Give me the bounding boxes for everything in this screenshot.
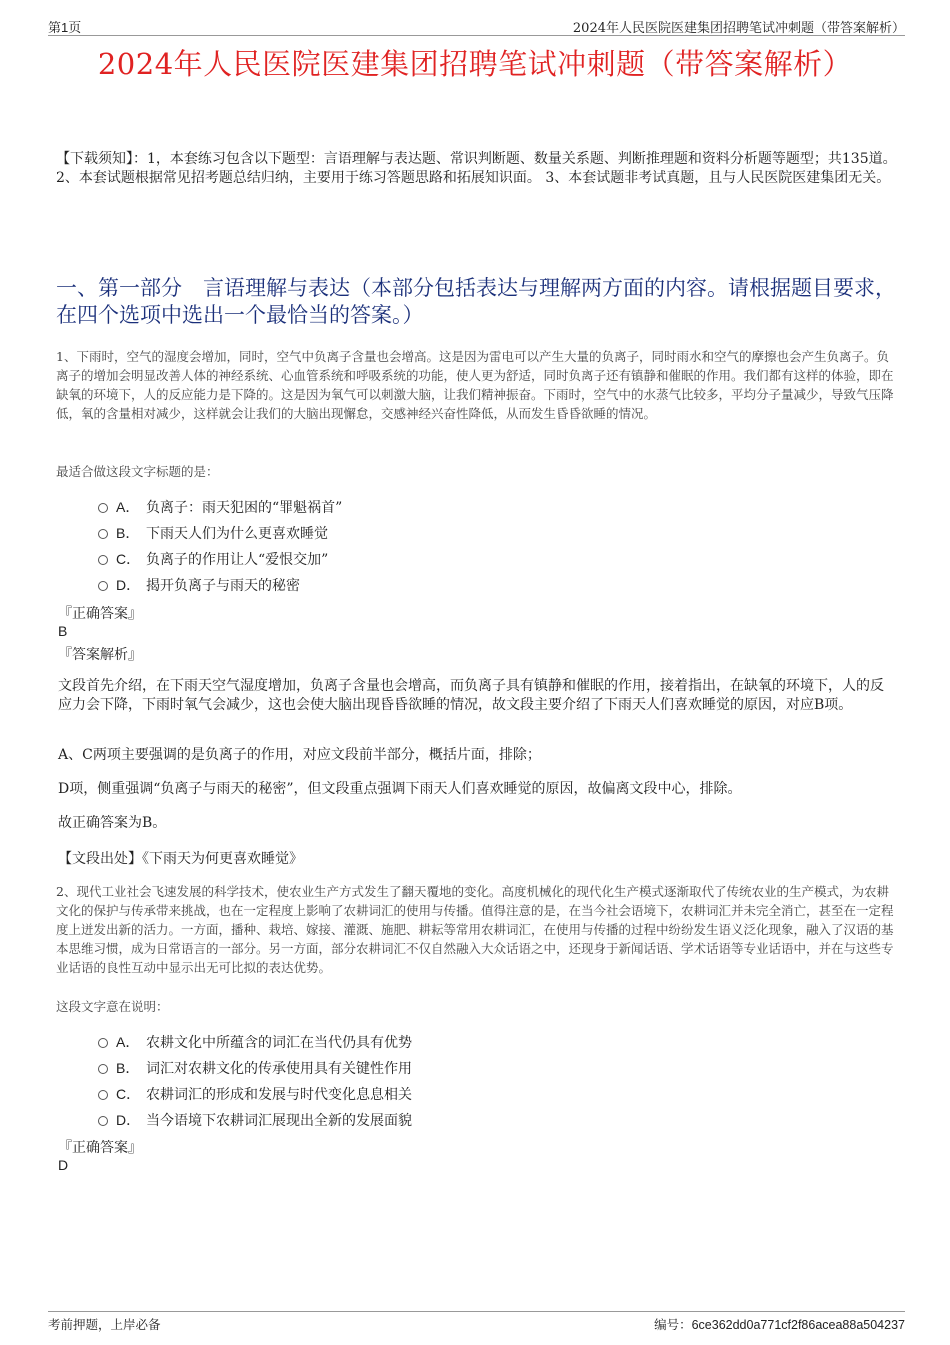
question-1-analysis-label: 『答案解析』	[58, 647, 142, 663]
radio-icon[interactable]	[98, 529, 108, 539]
question-2-option-a[interactable]: A． 农耕文化中所蕴含的词汇在当代仍具有优势	[98, 1032, 412, 1052]
download-notice: 【下载须知】：1，本套练习包含以下题型：言语理解与表达题、常识判断题、数量关系题、判断推理题和资料分析题等题型；共135道。 2、本套试题根据常见招考题总结归纳，主要用于练习答题思路和拓展知识面。 3、本套试题非考试真题，且与人民医院医建集团无关。	[56, 151, 897, 186]
question-1-passage: 1、下雨时，空气的湿度会增加，同时，空气中负离子含量也会增高。这是因为雷电可以产生大量的负离子，同时雨水和空气的摩擦也会产生负离子。负离子的增加会明显改善人体的神经系统、心血管系统和呼吸系统的功能，使人更为舒适，同时负离子还有镇静和催眠的作用。我们都有这样的体验，即在缺氧的环境下，人的反应能力是下降的。这是因为氧气可以刺激大脑，让我们精神振奋。下雨时，空气中的水蒸气比较多，平均分子量减少，导致气压降低，氧的含量相对减少，这样就会让我们的大脑出现懈怠，交感神经兴奋性降低，从而发生昏昏欲睡的情况。	[56, 349, 894, 421]
question-1-analysis-paragraph: 文段首先介绍，在下雨天空气湿度增加，负离子含量也会增高，而负离子具有镇静和催眠的作用，接着指出，在缺氧的环境下，人的反应力会下降，下雨时氧气会减少，这也会使大脑出现昏昏欲睡的情况，故文段主要介绍了下雨天人们喜欢睡觉的原因，对应B项。	[58, 678, 884, 713]
question-2-option-b[interactable]: B． 词汇对农耕文化的传承使用具有关键性作用	[98, 1058, 412, 1078]
question-1-analysis-paragraph: A、C两项主要强调的是负离子的作用，对应文段前半部分，概括片面，排除；	[58, 747, 541, 763]
question-2-option-c[interactable]: C． 农耕词汇的形成和发展与时代变化息息相关	[98, 1084, 412, 1104]
radio-icon[interactable]	[98, 1038, 108, 1048]
document-title: 2024年人民医院医建集团招聘笔试冲刺题（带答案解析）	[97, 47, 853, 81]
question-2-answer: D	[58, 1157, 69, 1173]
question-2-answer-label: 『正确答案』	[58, 1140, 142, 1156]
footer-code: 编号：6ce362dd0a771cf2f86acea88a504237	[654, 1317, 905, 1332]
question-1-option-b[interactable]: B． 下雨天人们为什么更喜欢睡觉	[98, 523, 328, 543]
section-heading: 一、第一部分 言语理解与表达（本部分包括表达与理解两方面的内容。请根据题目要求，在四个选项中选出一个最恰当的答案。）	[56, 276, 896, 327]
question-2-option-d[interactable]: D． 当今语境下农耕词汇展现出全新的发展面貌	[98, 1110, 412, 1130]
question-1-analysis-paragraph: 故正确答案为B。	[58, 815, 167, 831]
question-1-analysis-paragraph: D项，侧重强调“负离子与雨天的秘密”，但文段重点强调下雨天人们喜欢睡觉的原因，故偏离文段中心，排除。	[58, 781, 742, 797]
radio-icon[interactable]	[98, 503, 108, 513]
footer-slogan: 考前押题，上岸必备	[48, 1317, 161, 1332]
radio-icon[interactable]	[98, 1116, 108, 1126]
page-number: 第1页	[48, 20, 82, 35]
question-2-prompt: 这段文字意在说明：	[56, 999, 169, 1014]
radio-icon[interactable]	[98, 581, 108, 591]
page-header	[48, 15, 905, 36]
question-2-passage: 2、现代工业社会飞速发展的科学技术，使农业生产方式发生了翻天覆地的变化。高度机械化的现代化生产模式逐渐取代了传统农业的生产模式，为农耕文化的保护与传承带来挑战，也在一定程度上影响了农耕词汇的使用与传播。值得注意的是，在当今社会语境下，农耕词汇并未完全消亡，甚至在一定程度上迸发出新的活力。一方面，播种、栽培、嫁接、灌溉、施肥、耕耘等常用农耕词汇，在使用与传播的过程中纷纷发生语义泛化现象，融入了汉语的基本思维习惯，成为日常语言的一部分。另一方面，部分农耕词汇不仅自然融入大众话语之中，还现身于新闻话语、学术话语等专业话语中，并在与这些专业话语的良性互动中显示出无可比拟的表达优势。	[56, 884, 894, 975]
question-1-answer: B	[58, 623, 68, 639]
page-footer	[48, 1311, 905, 1332]
question-1-option-c[interactable]: C． 负离子的作用让人“爱恨交加”	[98, 549, 328, 569]
header-doc-title: 2024年人民医院医建集团招聘笔试冲刺题（带答案解析）	[572, 21, 905, 36]
question-1-option-d[interactable]: D． 揭开负离子与雨天的秘密	[98, 575, 300, 595]
radio-icon[interactable]	[98, 1090, 108, 1100]
question-1-answer-label: 『正确答案』	[58, 606, 142, 622]
question-1-option-a[interactable]: A． 负离子：雨天犯困的“罪魁祸首”	[98, 497, 342, 517]
question-1-prompt: 最适合做这段文字标题的是：	[56, 464, 219, 479]
radio-icon[interactable]	[98, 555, 108, 565]
radio-icon[interactable]	[98, 1064, 108, 1074]
question-1-source: 【文段出处】《下雨天为何更喜欢睡觉》	[58, 851, 303, 867]
